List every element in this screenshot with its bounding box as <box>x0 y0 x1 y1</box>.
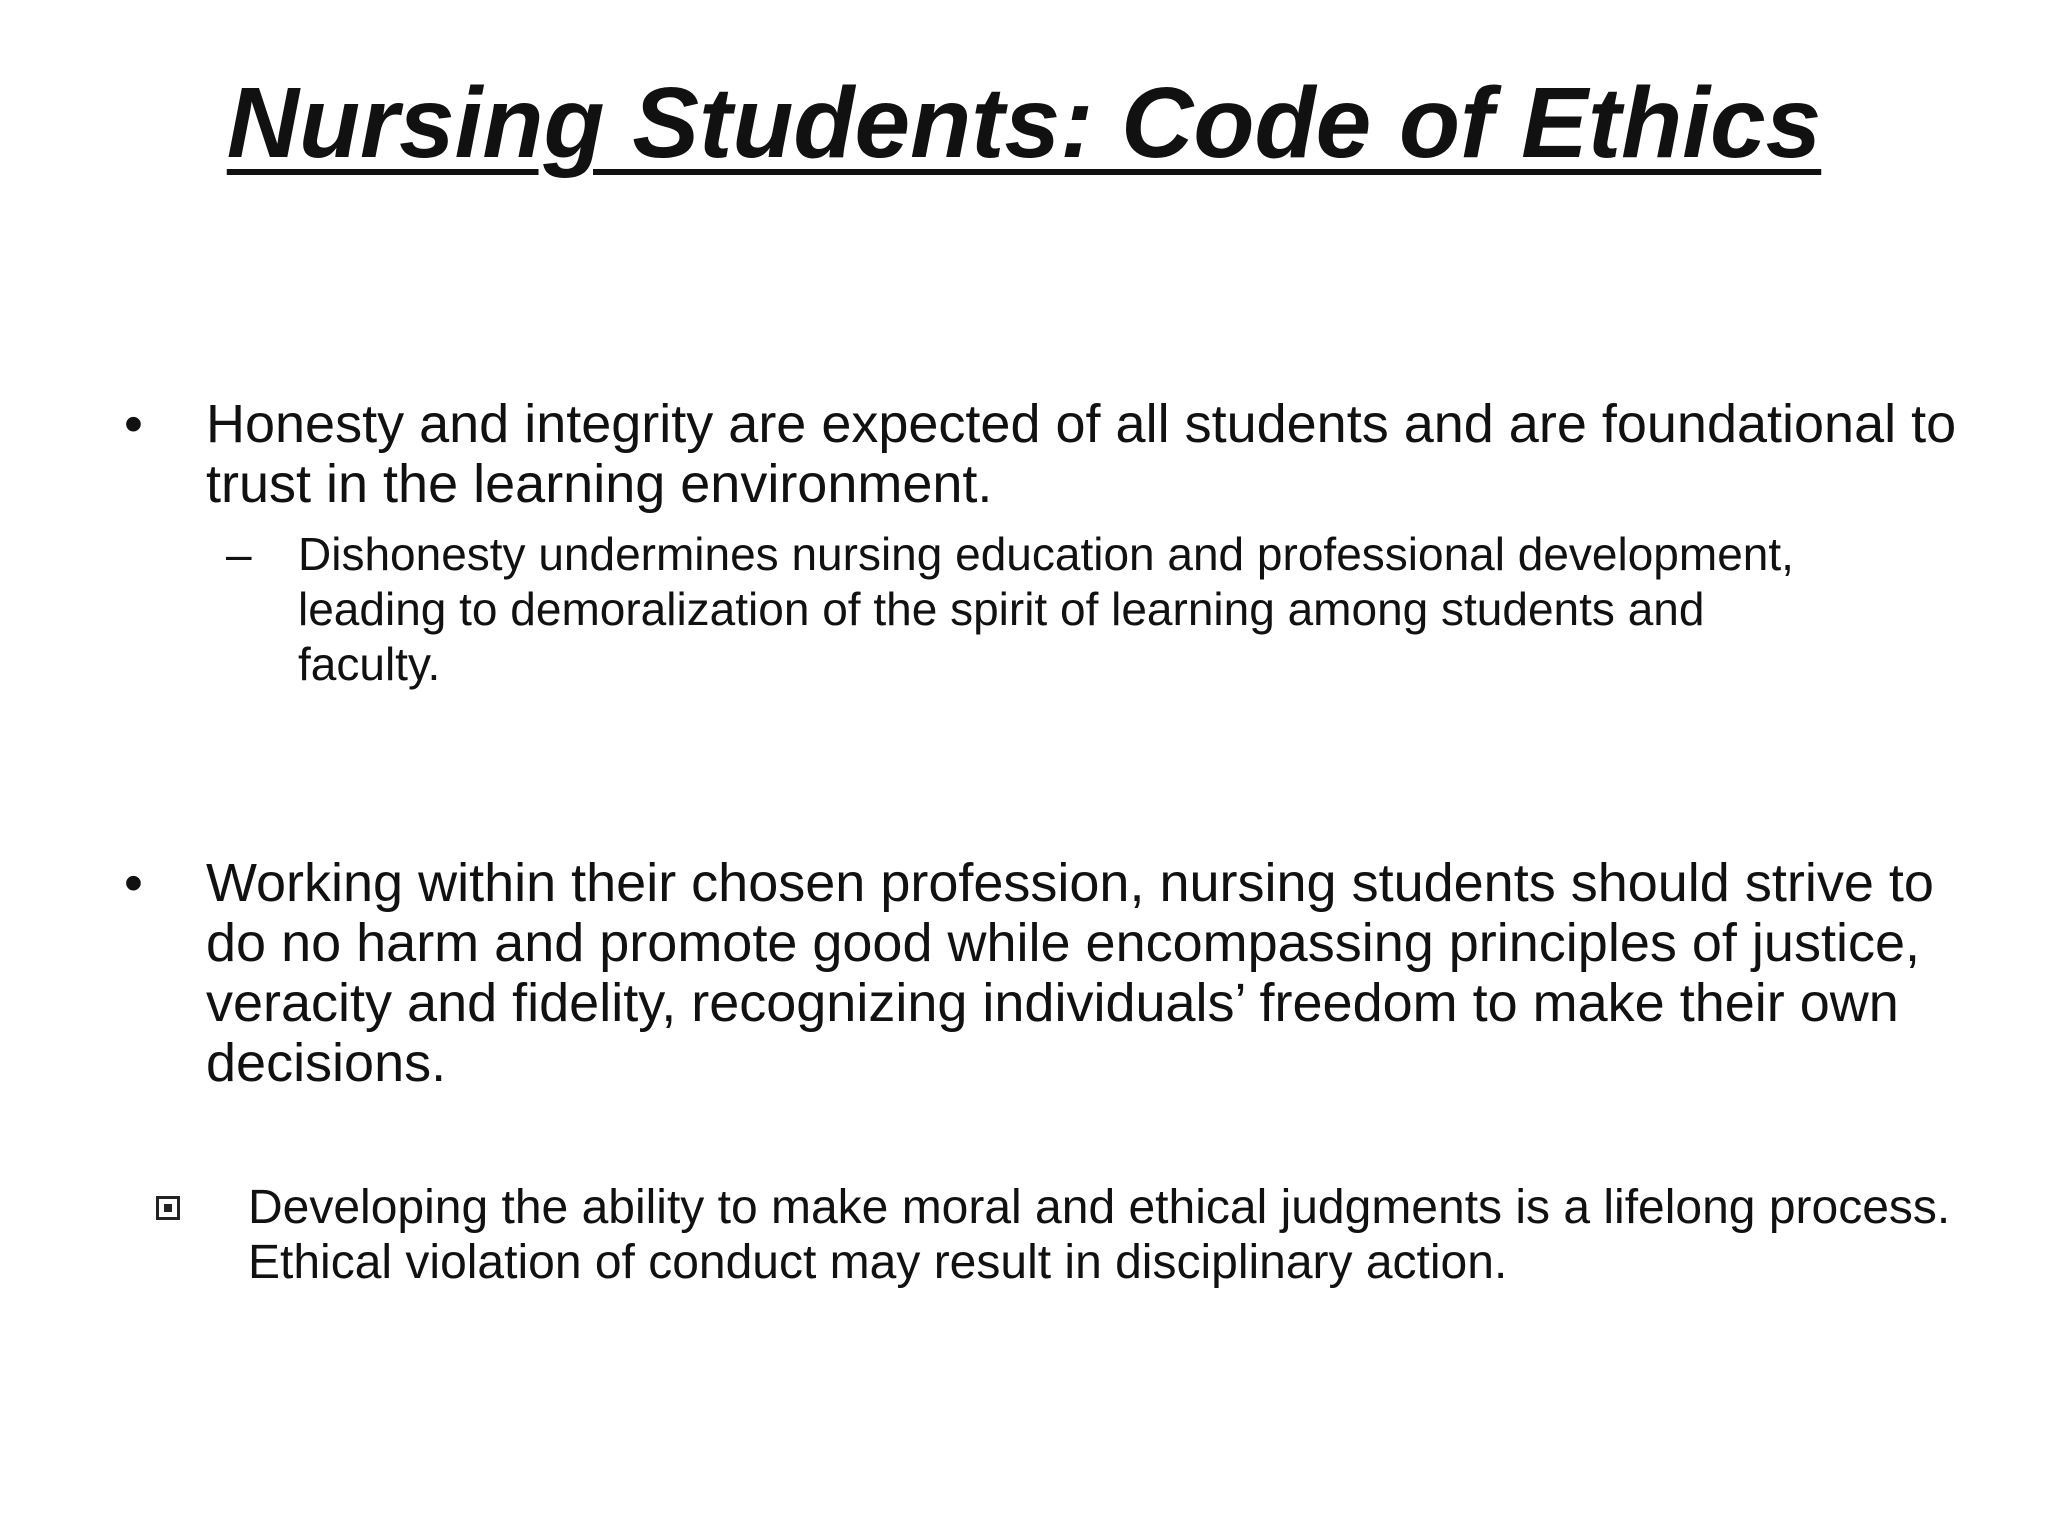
bullet-honesty <box>120 394 1970 514</box>
boxed-square-bullet-icon <box>156 1196 180 1220</box>
bullet-profession <box>120 853 1970 1093</box>
slide-title: Nursing Students: Code of Ethics <box>226 67 1822 179</box>
bullet-dot-icon: • <box>124 853 143 913</box>
bullet-text: Developing the ability to make moral and ethical judgments is a lifelong process. Ethical violation of conduct may result in disciplinary action. <box>248 1181 1951 1289</box>
sub-bullet-dishonesty <box>222 527 1822 692</box>
bullet-dot-icon: • <box>124 394 143 454</box>
dash-bullet-icon: – <box>226 528 252 580</box>
bullet-text: Working within their chosen profession, nursing students should strive to do no harm and promote good while encompassing principles of justice, veracity and fidelity, recognizing individuals’ freedom to make their own decisions. <box>206 853 1934 1093</box>
bullet-text: Honesty and integrity are expected of all students and are foundational to trust in the learning environment. <box>206 394 1957 514</box>
bullet-lifelong <box>150 1180 2000 1290</box>
sub-bullet-text: Dishonesty undermines nursing education and professional development, leading to demoralization of the spirit of learning among students and faculty. <box>298 528 1794 690</box>
